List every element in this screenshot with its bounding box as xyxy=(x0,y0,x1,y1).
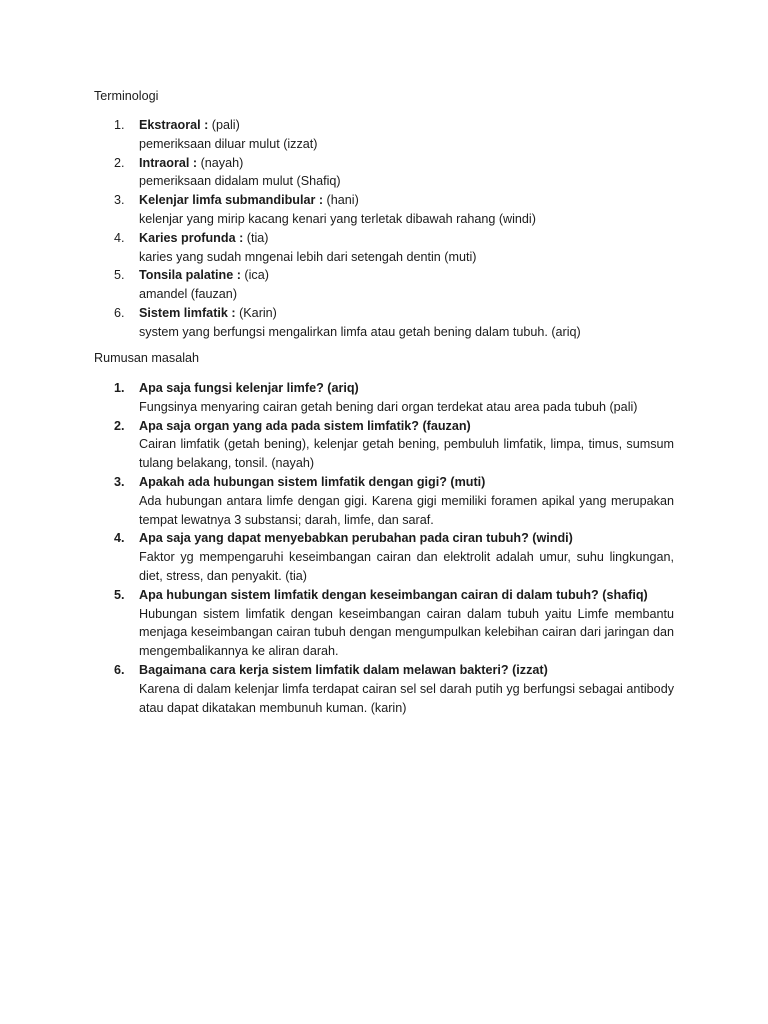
list-item xyxy=(94,266,674,304)
answer-text: Hubungan sistem limfatik dengan keseimbangan cairan dalam tubuh yaitu Limfe membantu menjaga keseimbangan cairan tubuh dengan mengumpulkan kelebihan cairan dari jaringan dan mengembalikannya ke aliran darah. xyxy=(139,606,674,659)
list-item xyxy=(94,379,674,417)
term-definition: karies yang sudah mngenai lebih dari setengah dentin (muti) xyxy=(139,249,477,264)
item-number: 4. xyxy=(114,531,125,546)
term-label: Sistem limfatik : xyxy=(139,305,236,320)
list-item xyxy=(94,473,674,529)
list-item xyxy=(94,304,674,342)
term-label: Kelenjar limfa submandibular : xyxy=(139,193,324,208)
list-item xyxy=(94,229,674,267)
answer-text: Ada hubungan antara limfe dengan gigi. Karena gigi memiliki foramen apikal yang merupakan tempat lewatnya 3 substansi; darah, limfe, dan saraf. xyxy=(139,493,674,527)
list-item xyxy=(94,154,674,192)
list-item xyxy=(94,661,674,717)
term-author: (nayah) xyxy=(197,155,244,170)
term-label: Ekstraoral : xyxy=(139,118,209,132)
term-author: (pali) xyxy=(208,118,240,132)
answer-text: Fungsinya menyaring cairan getah bening dari organ terdekat atau area pada tubuh (pali) xyxy=(139,399,638,414)
item-number: 1. xyxy=(114,381,125,395)
terminologi-heading: Terminologi xyxy=(94,89,159,103)
answer-text: Karena di dalam kelenjar limfa terdapat cairan sel sel darah putih yg berfungsi sebagai antibody atau dapat dikatakan membunuh kuman. (karin) xyxy=(139,681,674,715)
item-number: 5. xyxy=(114,587,125,602)
list-item xyxy=(94,191,674,229)
question-text: Apa saja yang dapat menyebabkan perubahan pada ciran tubuh? (windi) xyxy=(139,531,573,546)
term-definition: system yang berfungsi mengalirkan limfa atau getah bening dalam tubuh. (ariq) xyxy=(139,324,581,339)
term-definition: kelenjar yang mirip kacang kenari yang terletak dibawah rahang (windi) xyxy=(139,211,536,226)
list-item xyxy=(94,417,674,473)
term-author: (tia) xyxy=(243,230,269,245)
item-number: 6. xyxy=(114,662,125,677)
term-definition: amandel (fauzan) xyxy=(139,287,238,302)
item-number: 3. xyxy=(114,193,125,208)
terminologi-list xyxy=(94,116,674,342)
item-number: 1. xyxy=(114,118,125,132)
question-text: Apakah ada hubungan sistem limfatik dengan gigi? (muti) xyxy=(139,474,486,489)
question-text: Apa hubungan sistem limfatik dengan keseimbangan cairan di dalam tubuh? (shafiq) xyxy=(139,587,648,602)
item-number: 5. xyxy=(114,268,125,283)
list-item xyxy=(94,586,674,661)
term-definition: pemeriksaan diluar mulut (izzat) xyxy=(139,136,318,151)
rumusan-list xyxy=(94,379,674,717)
item-number: 4. xyxy=(114,230,125,245)
list-item xyxy=(94,529,674,585)
question-text: Bagaimana cara kerja sistem limfatik dalam melawan bakteri? (izzat) xyxy=(139,662,548,677)
term-author: (hani) xyxy=(323,193,359,208)
answer-text: Faktor yg mempengaruhi keseimbangan cairan dan elektrolit adalah umur, suhu lingkungan, diet, stress, dan penyakit. (tia) xyxy=(139,550,674,583)
item-number: 2. xyxy=(114,418,125,433)
answer-text: Cairan limfatik (getah bening), kelenjar getah bening, pembuluh limfatik, limpa, timus, sumsum tulang belakang, tonsil. (nayah) xyxy=(139,437,674,471)
list-item xyxy=(94,116,674,154)
term-label: Tonsila palatine : xyxy=(139,268,241,283)
item-number: 2. xyxy=(114,155,125,170)
question-text: Apa saja fungsi kelenjar limfe? (ariq) xyxy=(139,381,359,395)
item-number: 6. xyxy=(114,305,125,320)
term-label: Karies profunda : xyxy=(139,230,244,245)
term-label: Intraoral : xyxy=(139,155,198,170)
question-text: Apa saja organ yang ada pada sistem limfatik? (fauzan) xyxy=(139,418,471,433)
item-number: 3. xyxy=(114,474,125,489)
term-author: (ica) xyxy=(240,268,269,283)
term-author: (Karin) xyxy=(235,305,277,320)
rumusan-heading: Rumusan masalah xyxy=(94,351,199,365)
term-definition: pemeriksaan didalam mulut (Shafiq) xyxy=(139,174,341,189)
